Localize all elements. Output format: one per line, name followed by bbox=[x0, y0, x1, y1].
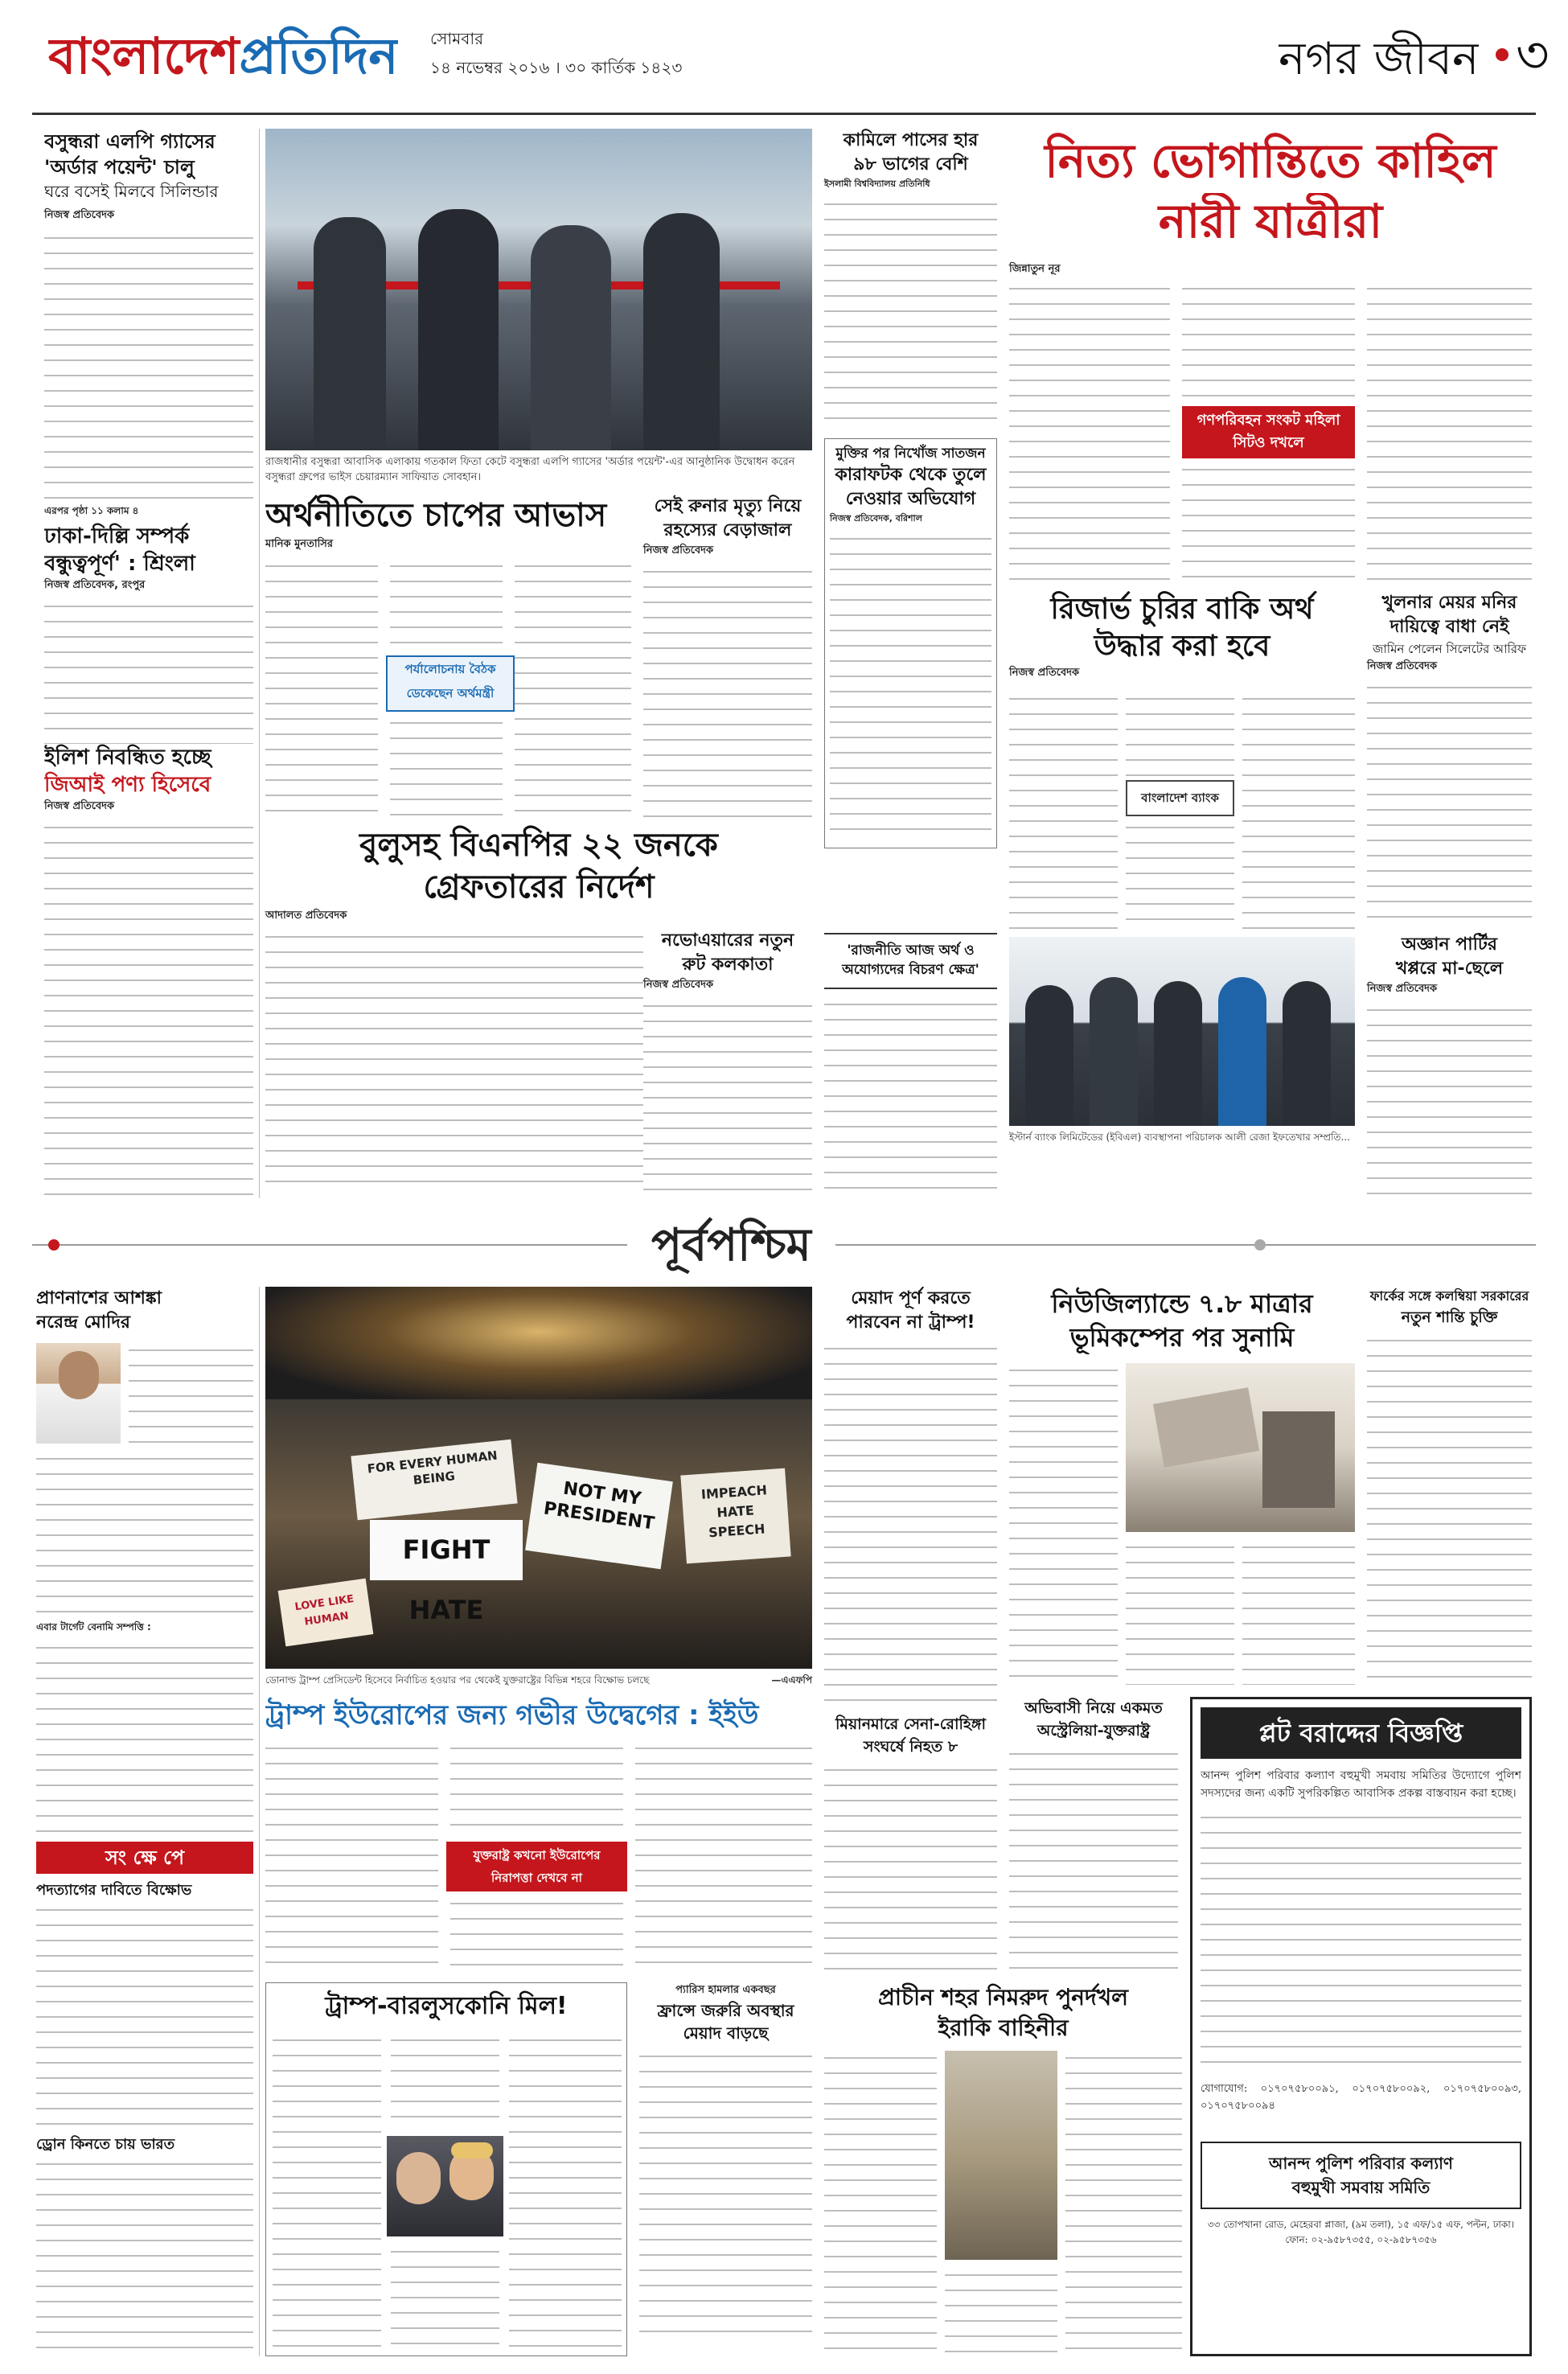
runner-byline: নিজস্ব প্রতিবেদক bbox=[643, 544, 714, 557]
reserve-body-a bbox=[1009, 692, 1118, 929]
briefs-title: সং ক্ষে পে bbox=[105, 1846, 185, 1869]
lpg-subtitle: ঘরে বসেই মিলবে সিলিন্ডার bbox=[44, 182, 219, 201]
kamil-title-2: ৯৮ ভাগের বেশি bbox=[853, 154, 968, 175]
protest-caption bbox=[265, 1673, 812, 1692]
protest-caption-text: ডোনাল্ড ট্রাম্প প্রেসিডেন্ট হিসেবে নির্বাচিত হওয়ার পর থেকেই যুক্তরাষ্ট্রের বিভিন্ন শহরে বিক্ষোভ চলছে bbox=[265, 1674, 650, 1686]
nimrud-body-c bbox=[1065, 2051, 1182, 2352]
plot-ad-org-2: বহুমুখী সমবায় সমিতি bbox=[1291, 2178, 1430, 2197]
nz-title-1: নিউজিল্যান্ডে ৭.৮ মাত্রার bbox=[1051, 1288, 1313, 1319]
myanmar-title-1: মিয়ানমারে সেনা-রোহিঙ্গা bbox=[835, 1715, 986, 1733]
nz-story bbox=[1009, 1287, 1355, 1689]
myanmar-title-2: সংঘর্ষে নিহত ৮ bbox=[863, 1738, 958, 1756]
briefs-item-2-body bbox=[36, 2157, 253, 2350]
plot-ad bbox=[1190, 1697, 1532, 2356]
nz-photo bbox=[1126, 1363, 1355, 1532]
europe-story bbox=[265, 1697, 812, 1974]
novoair-story-main bbox=[824, 856, 997, 905]
politics-body bbox=[824, 997, 997, 1198]
reserve-body-b bbox=[1126, 692, 1234, 776]
reserve-title-1: রিজার্ভ চুরির বাকি অর্থ bbox=[1050, 593, 1314, 626]
runner-story bbox=[643, 495, 812, 820]
briefs-header bbox=[36, 1842, 253, 1874]
unknown-story bbox=[1367, 933, 1532, 1198]
plot-ad-title: প্লট বরাদ্দের বিজ্ঞপ্তি bbox=[1258, 1718, 1463, 1748]
protest-sign-3 bbox=[680, 1468, 790, 1564]
nimrud-body-a bbox=[824, 2051, 937, 2352]
kamil-title-1: কামিলে পাসের হার bbox=[843, 130, 979, 150]
farc-title-2: নতুন শান্তি চুক্তি bbox=[1401, 1308, 1498, 1326]
nimrud-title-1: প্রাচীন শহর নিমরুদ পুনর্দখল bbox=[878, 1984, 1128, 2011]
women-callout-text: গণপরিবহন সংকট মহিলা সিটও দখলে bbox=[1197, 412, 1340, 451]
protest-sign-3-text: IMPEACH HATE SPEECH bbox=[700, 1482, 768, 1541]
berlusconi-title: ট্রাম্প-বারলুসকোনি মিল! bbox=[325, 1992, 568, 2020]
protest-sign-1 bbox=[370, 1520, 523, 1625]
economy-body-c bbox=[390, 716, 503, 816]
france-title-1: ফ্রান্সে জরুরি অবস্থার bbox=[657, 2001, 794, 2020]
modi-body-c bbox=[36, 1641, 253, 1834]
ebl-photo bbox=[1009, 937, 1355, 1126]
reserve-story bbox=[1009, 591, 1355, 933]
unknown-byline: নিজস্ব প্রতিবেদক bbox=[1367, 983, 1438, 995]
europe-callout bbox=[446, 1842, 627, 1891]
modi-cont-label: এবার টার্গেট বেনামি সম্পত্তি : bbox=[36, 1621, 151, 1633]
economy-title: অর্থনীতিতে চাপের আভাস bbox=[265, 497, 607, 534]
modi-story bbox=[36, 1287, 253, 1834]
plot-ad-address: ৩৩ তোপখানা রোড, মেহেরবা প্লাজা, (৯ম তলা), ১৫ এফ/১৫ এফ, পল্টন, ঢাকা। ফোন: ০২-৯৫৮৭৩৫৫, ০২-৯৫৮৭৩৫৬ bbox=[1207, 2219, 1515, 2245]
france-body bbox=[639, 2049, 812, 2343]
masthead-title bbox=[48, 24, 398, 88]
france-story bbox=[639, 1982, 812, 2356]
briefs-item-1-body bbox=[36, 1903, 253, 2128]
berlusconi-body-a bbox=[273, 2033, 381, 2347]
novoair-byline: নিজস্ব প্রতিবেদক bbox=[643, 979, 714, 991]
lead-photo-caption: রাজধানীর বসুন্ধরা আবাসিক এলাকায় গতকাল ফিতা কেটে বসুন্ধরা এলপি গ্যাসের 'অর্ডার পয়েন্ট'-এর আনুষ্ঠানিক উদ্বোধন করেন বসুন্ধরা গ্রুপের ভাইস চেয়ারম্যান সাফিয়াত সোবহান। bbox=[265, 456, 795, 483]
ilish-title-1: ইলিশ নিবন্ধিত হচ্ছে bbox=[44, 745, 211, 770]
briefs-item-1: পদত্যাগের দাবিতে বিক্ষোভ bbox=[36, 1882, 192, 1899]
economy-callout-2: ডেকেছেন অর্থমন্ত্রী bbox=[406, 686, 495, 700]
runner-body bbox=[643, 565, 812, 818]
women-title-2: নারী যাত্রীরা bbox=[1158, 194, 1383, 248]
karafatak-story bbox=[824, 438, 997, 848]
women-byline: জিন্নাতুন নূর bbox=[1009, 263, 1061, 275]
section2-banner bbox=[32, 1210, 1536, 1283]
economy-story bbox=[265, 495, 635, 820]
reserve-title-2: উদ্ধার করা হবে bbox=[1094, 630, 1270, 663]
berlusconi-story bbox=[265, 1982, 627, 2356]
economy-body-b bbox=[390, 559, 503, 651]
france-title-2: মেয়াদ বাড়ছে bbox=[683, 2023, 769, 2043]
reserve-callout-text: বাংলাদেশ ব্যাংক bbox=[1141, 791, 1219, 805]
nimrud-story bbox=[824, 1982, 1182, 2356]
myanmar-body bbox=[824, 1763, 997, 1972]
lpg-body bbox=[44, 231, 253, 504]
page-number: ৩ bbox=[1516, 26, 1550, 85]
berlusconi-body-d bbox=[509, 2033, 622, 2347]
nimrud-title-2: ইরাকি বাহিনীর bbox=[938, 2015, 1069, 2041]
economy-byline: মানিক মুনতাসির bbox=[265, 538, 334, 550]
europe-callout-2: নিরাপত্তা দেখবে না bbox=[491, 1871, 583, 1885]
women-title-1: নিত্য ভোগান্তিতে কাহিল bbox=[1045, 133, 1496, 188]
nz-body-a bbox=[1009, 1363, 1118, 1685]
runner-title-2: রহস্যের বেড়াজাল bbox=[663, 520, 792, 540]
masthead-title-b: প্রতিদিন bbox=[239, 27, 399, 85]
section-name: নগর জীবন bbox=[1279, 33, 1480, 85]
europe-body-c bbox=[450, 1896, 623, 1970]
khulna-body bbox=[1367, 680, 1532, 922]
farc-title-1: ফার্কের সঙ্গে কলম্বিয়া সরকারের bbox=[1369, 1288, 1529, 1304]
novoair-body bbox=[643, 999, 812, 1196]
delhi-body bbox=[44, 599, 253, 744]
delhi-byline: নিজস্ব প্রতিবেদক, রংপুর bbox=[44, 579, 146, 591]
reserve-body-c bbox=[1126, 820, 1234, 929]
economy-body-a bbox=[265, 559, 378, 816]
bnp-byline: আদালত প্রতিবেদক bbox=[265, 910, 347, 922]
khulna-title-1: খুলনার মেয়র মনির bbox=[1381, 593, 1517, 613]
bnp-title-1: বুলুসহ বিএনপির ২২ জনকে bbox=[359, 827, 718, 864]
khulna-story bbox=[1367, 591, 1532, 925]
plot-ad-phones: যোগাযোগ: ০১৭০৭৫৮০০৯১, ০১৭০৭৫৮০০৯২, ০১৭০৭৫৮০০৯৩, ০১৭০৭৫৮০০৯৪ bbox=[1201, 2083, 1521, 2112]
delhi-story bbox=[44, 523, 253, 740]
ilish-body bbox=[44, 820, 253, 1206]
politics-quote: 'রাজনীতি আজ অর্থ ও অযোগ্যদের বিচরণ ক্ষেত্র' bbox=[842, 943, 979, 978]
ebl-caption: ইস্টার্ন ব্যাংক লিমিটেডের (ইবিএল) ব্যবস্থাপনা পরিচালক আলী রেজা ইফতেখার সম্প্রতি... bbox=[1009, 1132, 1350, 1143]
protest-sign-5 bbox=[278, 1579, 374, 1647]
women-callout bbox=[1182, 406, 1355, 458]
masthead-rule bbox=[32, 113, 1536, 115]
nz-body-b bbox=[1126, 1540, 1234, 1685]
women-body-d bbox=[1367, 281, 1532, 587]
briefs-item-2: ড্রোন কিনতে চায় ভারত bbox=[36, 2136, 175, 2153]
nimrud-body-b bbox=[945, 2268, 1057, 2352]
protest-sign-1-text: FIGHT HATE bbox=[402, 1534, 491, 1625]
lpg-story bbox=[44, 129, 253, 515]
europe-title: ট্রাম্প ইউরোপের জন্য গভীর উদ্বেগের : ইইউ bbox=[265, 1699, 759, 1731]
lpg-continued: এরপর পৃষ্ঠা ১১ কলাম ৪ bbox=[44, 505, 139, 516]
karafatak-title-1: মুক্তির পর নিখোঁজ সাতজন bbox=[835, 446, 986, 462]
masthead bbox=[48, 16, 1550, 109]
term-title-2: পারবেন না ট্রাম্প! bbox=[846, 1312, 975, 1333]
modi-title-2: নরেন্দ্র মোদির bbox=[36, 1312, 131, 1333]
lead-photo bbox=[265, 129, 812, 450]
plot-ad-org bbox=[1201, 2142, 1521, 2209]
protest-sign-4 bbox=[351, 1440, 517, 1520]
myanmar-story bbox=[824, 1713, 997, 1974]
europe-body-a bbox=[265, 1741, 438, 1970]
protest-sign-2 bbox=[525, 1463, 673, 1570]
masthead-date: ১৪ নভেম্বর ২০১৬ । ৩০ কার্তিক ১৪২৩ bbox=[430, 58, 683, 77]
australia-story bbox=[1009, 1697, 1178, 1974]
khulna-title-2: দায়িত্বে বাধা নেই bbox=[1389, 617, 1509, 637]
reserve-callout bbox=[1126, 780, 1234, 816]
protest-credit: —এএফপি bbox=[771, 1674, 812, 1686]
kamil-byline: ইসলামী বিশ্ববিদ্যালয় প্রতিনিধি bbox=[824, 179, 930, 189]
women-body-c bbox=[1182, 462, 1355, 587]
briefs bbox=[36, 1842, 253, 2356]
novoair-title-1: নভোএয়ারের নতুন bbox=[661, 930, 794, 951]
lpg-title-1: বসুন্ধরা এলপি গ্যাসের bbox=[44, 130, 215, 153]
term-body bbox=[824, 1341, 997, 1707]
section2-title: পূর্বপশ্চিম bbox=[627, 1210, 835, 1279]
farc-story bbox=[1367, 1287, 1532, 1681]
economy-callout bbox=[386, 655, 515, 712]
lpg-title-2: 'অর্ডার পয়েন্ট' চালু bbox=[44, 156, 195, 179]
politics-quote-box bbox=[824, 933, 997, 989]
modi-photo bbox=[36, 1343, 121, 1444]
khulna-subtitle: জামিন পেলেন সিলেটের আরিফ bbox=[1373, 642, 1526, 656]
economy-body-d bbox=[515, 559, 631, 816]
plot-ad-body: আনন্দ পুলিশ পরিবার কল্যাণ বহুমুখী সমবায় সমিতির উদ্যোগে পুলিশ সদস্যদের জন্য একটি সুপরিকল্পিত আবাসিক প্রকল্প বাস্তবায়ন করা হচ্ছে। bbox=[1201, 1769, 1521, 1800]
farc-body bbox=[1367, 1333, 1532, 1679]
europe-body-d bbox=[635, 1741, 812, 1970]
term-title-1: মেয়াদ পূর্ণ করতে bbox=[851, 1288, 971, 1308]
masthead-day: সোমবার bbox=[430, 29, 484, 48]
novoair-block bbox=[643, 929, 812, 1198]
bnp-title-2: গ্রেফতারের নির্দেশ bbox=[423, 869, 655, 906]
unknown-title-2: খপ্পরে মা-ছেলে bbox=[1395, 959, 1504, 979]
australia-body bbox=[1009, 1747, 1178, 1972]
ilish-story bbox=[44, 744, 253, 1202]
women-body-a bbox=[1009, 281, 1170, 587]
karafatak-title-2: কারাফটক থেকে তুলে bbox=[835, 465, 987, 485]
kamil-story bbox=[824, 129, 997, 434]
khulna-byline: নিজস্ব প্রতিবেদক bbox=[1367, 660, 1438, 672]
protest-sign-5-text: LOVE LIKE HUMAN bbox=[293, 1593, 355, 1629]
europe-body-b bbox=[450, 1741, 623, 1838]
women-body-b bbox=[1182, 281, 1355, 402]
nz-body-c bbox=[1242, 1540, 1355, 1685]
novoair-title-2: রুট কলকাতা bbox=[682, 955, 774, 975]
unknown-title-1: অজ্ঞান পার্টির bbox=[1402, 934, 1497, 955]
nimrud-photo bbox=[945, 2051, 1057, 2260]
karafatak-title-3: নেওয়ার অভিযোগ bbox=[845, 489, 976, 509]
berlusconi-body-c bbox=[391, 2245, 499, 2347]
plot-ad-text-lines bbox=[1201, 1810, 1521, 2076]
plot-ad-org-1: আনন্দ পুলিশ পরিবার কল্যাণ bbox=[1268, 2154, 1454, 2173]
section2-dot-left bbox=[48, 1239, 60, 1251]
europe-callout-1: যুক্তরাষ্ট্র কখনো ইউরোপের bbox=[473, 1848, 601, 1863]
nz-title-2: ভূমিকম্পের পর সুনামি bbox=[1069, 1322, 1295, 1353]
kamil-body bbox=[824, 197, 997, 430]
unknown-body bbox=[1367, 1003, 1532, 1196]
australia-title-2: অস্ট্রেলিয়া-যুক্তরাষ্ট্র bbox=[1036, 1722, 1151, 1739]
karafatak-body bbox=[830, 532, 991, 841]
modi-body-a bbox=[129, 1343, 253, 1444]
masthead-title-a: বাংলাদেশ bbox=[48, 27, 240, 85]
delhi-title-2: বন্ধুত্বপূর্ণ' : শ্রিংলা bbox=[44, 552, 195, 576]
berlusconi-photo bbox=[387, 2136, 503, 2236]
protest-sign-4-text: FOR EVERY HUMAN BEING bbox=[366, 1448, 499, 1488]
karafatak-byline: নিজস্ব প্রতিবেদক, বরিশাল bbox=[830, 513, 922, 524]
berlusconi-body-b bbox=[391, 2033, 499, 2130]
reserve-byline: নিজস্ব প্রতিবেদক bbox=[1009, 667, 1080, 679]
section2-dot-right bbox=[1254, 1239, 1266, 1251]
lpg-byline: নিজস্ব প্রতিবেদক bbox=[44, 209, 115, 221]
protest-photo bbox=[265, 1287, 812, 1669]
modi-body-b bbox=[36, 1452, 253, 1616]
economy-callout-1: পর্যালোচনায় বৈঠক bbox=[404, 662, 496, 676]
ilish-byline: নিজস্ব প্রতিবেদক bbox=[44, 800, 115, 812]
france-kicker: প্যারিস হামলার একবছর bbox=[675, 1984, 776, 1996]
plot-ad-header bbox=[1201, 1707, 1521, 1759]
runner-title-1: সেই রুনার মৃত্যু নিয়ে bbox=[654, 496, 802, 516]
term-story bbox=[824, 1287, 997, 1709]
protest-sign-2-text: NOT MY PRESIDENT bbox=[542, 1478, 656, 1534]
australia-title-1: অভিবাসী নিয়ে একমত bbox=[1024, 1699, 1163, 1717]
delhi-title-1: ঢাকা-দিল্লি সম্পর্ক bbox=[44, 524, 190, 548]
section-dot bbox=[1496, 48, 1508, 61]
reserve-body-d bbox=[1242, 692, 1355, 929]
ilish-title-2: জিআই পণ্য হিসেবে bbox=[44, 773, 211, 797]
modi-title-1: প্রাণনাশের আশঙ্কা bbox=[36, 1288, 162, 1308]
